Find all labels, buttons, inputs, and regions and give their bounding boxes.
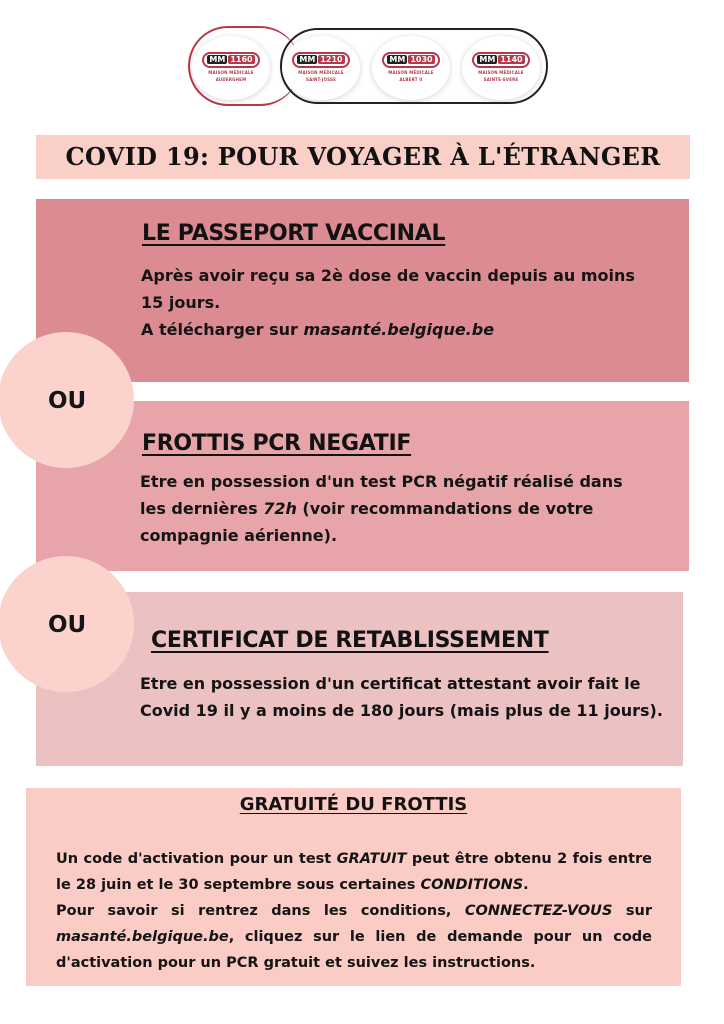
free-test-box bbox=[26, 788, 681, 986]
logo-mm-1140: MM 1140 MAISON MÉDICALE SAINTE-EVERE bbox=[462, 36, 540, 100]
logo-mm-1030: MM 1030 MAISON MÉDICALE ALBERT II bbox=[372, 36, 450, 100]
section-body: Etre en possession d'un certificat attestant avoir fait le Covid 19 il y a moins de 180 jours (mais plus de 11 jours). bbox=[140, 674, 663, 720]
page-title: COVID 19: POUR VOYAGER À L'ÉTRANGER bbox=[65, 142, 661, 171]
section-body: Etre en possession d'un test PCR négatif réalisé dans les dernières 72h (voir recommandations de votre compagnie aérienne). bbox=[140, 472, 623, 545]
logo-strip bbox=[188, 26, 548, 106]
section-frottis-pcr bbox=[36, 401, 689, 571]
ou-separator-label: OU bbox=[48, 388, 87, 414]
section-heading: FROTTIS PCR NEGATIF bbox=[142, 431, 412, 456]
title-bar bbox=[36, 135, 690, 179]
section-heading: CERTIFICAT DE RETABLISSEMENT bbox=[151, 628, 549, 653]
logo-mm-1210: MM 1210 MAISON MÉDICALE SAINT-JOSSE bbox=[282, 36, 360, 100]
ou-separator-label: OU bbox=[48, 612, 87, 638]
section-passeport-vaccinal bbox=[36, 199, 689, 382]
section-heading: LE PASSEPORT VACCINAL bbox=[142, 221, 446, 246]
section-body: Après avoir reçu sa 2è dose de vaccin depuis au moins 15 jours. A télécharger sur masanté.belgique.be bbox=[141, 266, 635, 339]
logo-mm-1160: MM 1160 MAISON MÉDICALE AUDERGHEM bbox=[192, 36, 270, 100]
free-test-body: Un code d'activation pour un test GRATUIT peut être obtenu 2 fois entre le 28 juin et le 30 septembre sous certaines CONDITIONS. Pour savoir si rentrez dans les conditions, CONNECTEZ-VOUS sur masanté.belgique.be, cliquez sur le lien de demande pour un code d'activation pour un PCR gratuit et suivez les instructions. bbox=[56, 851, 652, 971]
free-test-heading: GRATUITÉ DU FROTTIS bbox=[239, 794, 468, 815]
